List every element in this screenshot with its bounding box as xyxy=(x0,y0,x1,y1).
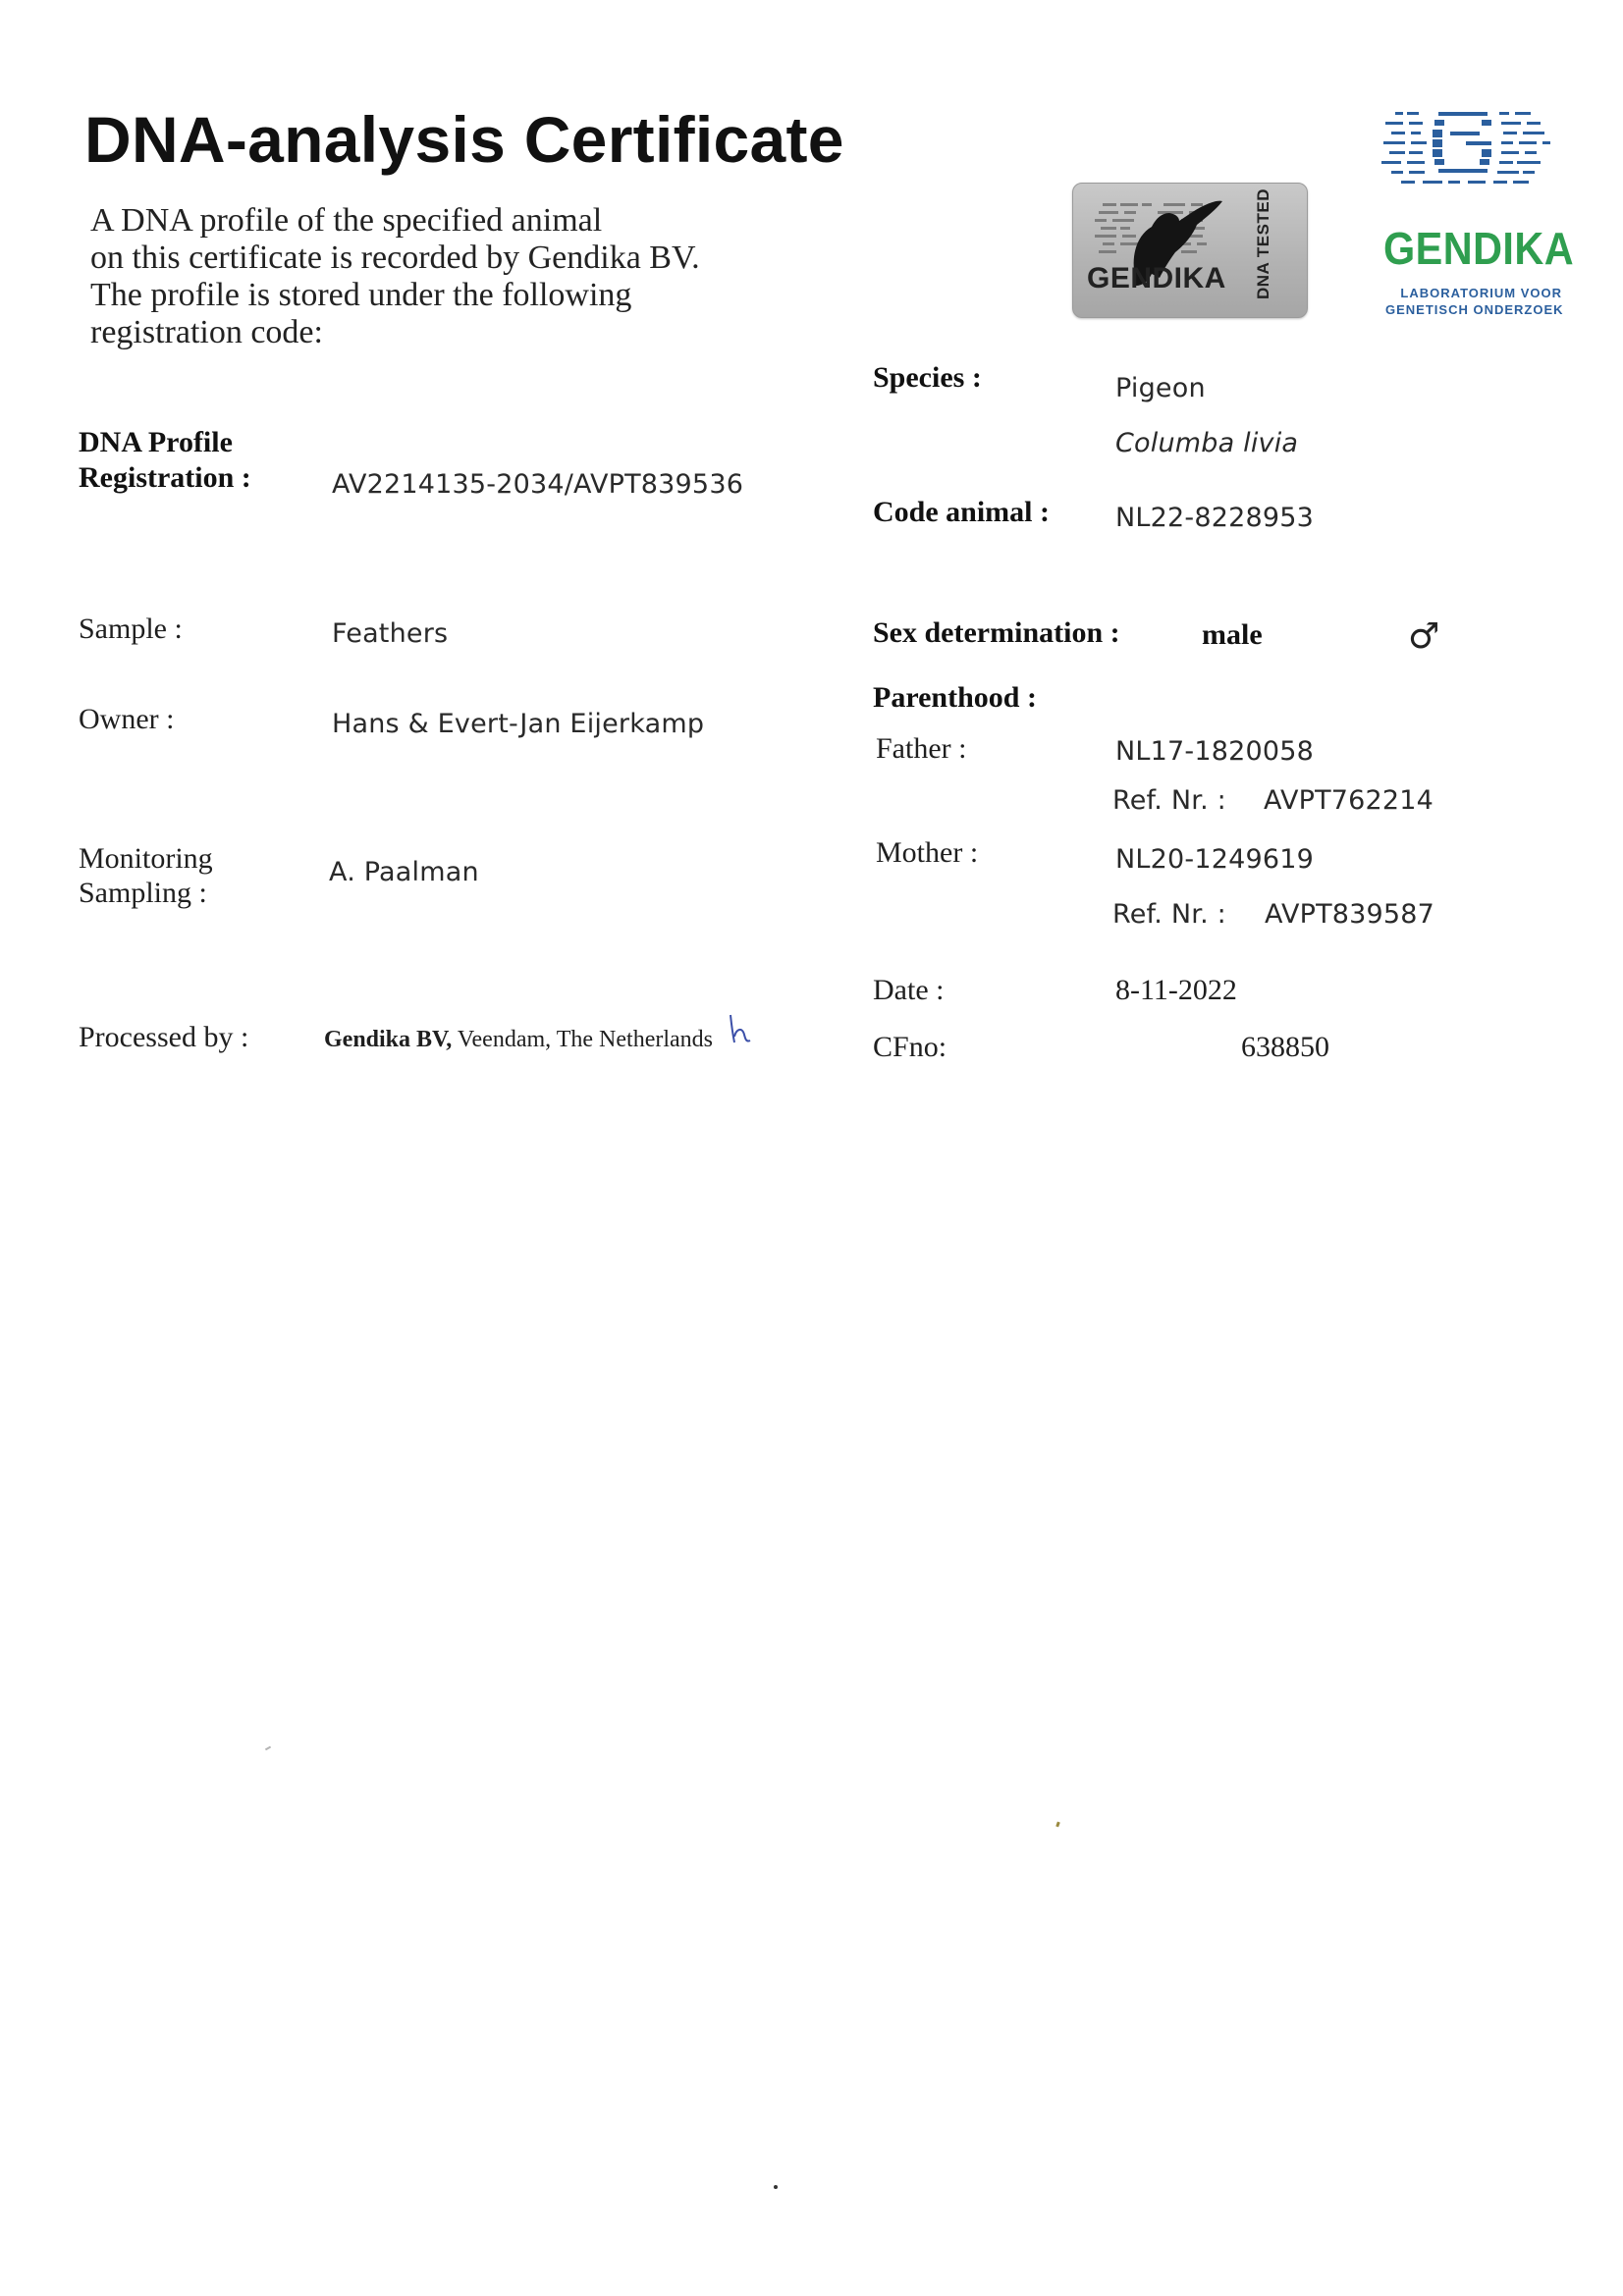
sticker-brand: GENDIKA xyxy=(1087,262,1226,294)
code-animal-value: NL22-8228953 xyxy=(1115,503,1314,533)
logo-subtitle-line: LABORATORIUM VOOR xyxy=(1400,286,1562,300)
scan-speck xyxy=(265,1746,271,1751)
processed-value xyxy=(324,1027,713,1053)
registration-label-line1: DNA Profile xyxy=(79,426,233,458)
registration-value: AV2214135-2034/AVPT839536 xyxy=(332,469,744,500)
date-label: Date : xyxy=(873,974,945,1006)
owner-value: Hans & Evert-Jan Eijerkamp xyxy=(332,709,705,739)
registration-label-line2: Registration : xyxy=(79,461,251,494)
processed-label: Processed by : xyxy=(79,1021,249,1053)
mother-value: NL20-1249619 xyxy=(1115,844,1314,875)
intro-line: on this certificate is recorded by Gendika BV. xyxy=(90,240,700,276)
gendika-logo-subtitle xyxy=(1385,285,1562,318)
sample-value: Feathers xyxy=(332,618,449,649)
intro-line: A DNA profile of the specified animal xyxy=(90,202,603,239)
sex-value: male xyxy=(1202,618,1263,651)
handwritten-initial-mark xyxy=(727,1011,756,1050)
sample-label: Sample : xyxy=(79,613,183,645)
species-label: Species : xyxy=(873,361,982,394)
intro-line: registration code: xyxy=(90,314,323,350)
date-value: 8-11-2022 xyxy=(1115,974,1237,1006)
sticker-vertical-text: DNA TESTED xyxy=(1254,188,1272,299)
sex-label: Sex determination : xyxy=(873,616,1120,649)
mother-ref-label: Ref. Nr. : xyxy=(1112,899,1226,930)
page-title: DNA-analysis Certificate xyxy=(84,103,844,176)
male-symbol-icon: ♂ xyxy=(1408,616,1440,657)
scan-speck xyxy=(1055,1822,1060,1828)
species-latin-value: Columba livia xyxy=(1115,428,1299,458)
code-animal-label: Code animal : xyxy=(873,496,1050,528)
species-common-value: Pigeon xyxy=(1115,373,1206,403)
monitoring-label-line2: Sampling : xyxy=(79,877,207,909)
monitoring-value: A. Paalman xyxy=(329,857,479,887)
cfno-label: CFno: xyxy=(873,1031,947,1063)
gendika-logo-text: GENDIKA xyxy=(1383,223,1575,274)
dna-tested-sticker xyxy=(1072,183,1308,318)
father-value: NL17-1820058 xyxy=(1115,736,1314,767)
logo-subtitle-line: GENETISCH ONDERZOEK xyxy=(1385,302,1564,317)
cfno-value: 638850 xyxy=(1241,1031,1329,1063)
father-ref-value: AVPT762214 xyxy=(1264,785,1434,816)
owner-label: Owner : xyxy=(79,703,175,735)
gendika-logo-icon xyxy=(1380,108,1566,206)
mother-label: Mother : xyxy=(876,836,979,869)
processed-company: Gendika BV, xyxy=(324,1027,453,1052)
mother-ref-value: AVPT839587 xyxy=(1265,899,1435,930)
monitoring-label-line1: Monitoring xyxy=(79,842,213,875)
scan-speck xyxy=(774,2185,778,2189)
father-label: Father : xyxy=(876,732,967,765)
parenthood-label: Parenthood : xyxy=(873,681,1037,714)
intro-text xyxy=(90,202,700,351)
intro-line: The profile is stored under the following xyxy=(90,277,632,313)
processed-location: Veendam, The Netherlands xyxy=(457,1027,713,1052)
father-ref-label: Ref. Nr. : xyxy=(1112,785,1226,816)
